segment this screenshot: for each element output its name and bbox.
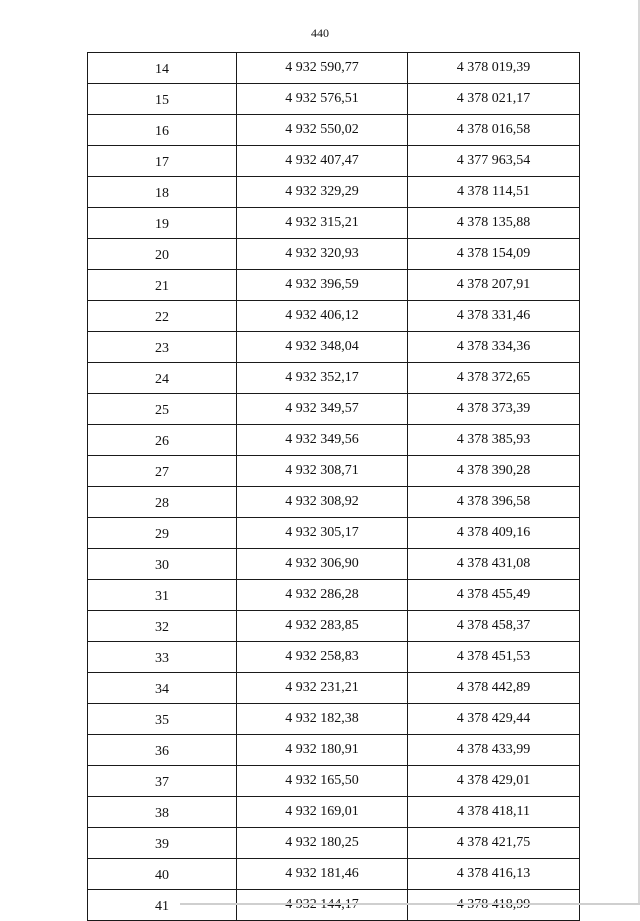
point-number-cell: 25 <box>88 394 237 425</box>
y-coordinate-cell: 4 378 114,51 <box>408 177 580 208</box>
point-number-cell: 20 <box>88 239 237 270</box>
point-number-cell: 40 <box>88 859 237 890</box>
table-row <box>88 580 580 611</box>
y-coordinate-cell: 4 378 154,09 <box>408 239 580 270</box>
x-coordinate-cell: 4 932 165,50 <box>237 766 408 797</box>
point-number-cell: 33 <box>88 642 237 673</box>
x-coordinate-cell: 4 932 286,28 <box>237 580 408 611</box>
page-number: 440 <box>311 26 329 40</box>
y-coordinate-cell <box>408 890 580 921</box>
table-row <box>88 518 580 549</box>
point-number-cell: 16 <box>88 115 237 146</box>
point-number-cell: 14 <box>88 53 237 84</box>
y-coordinate-cell: 4 378 455,49 <box>408 580 580 611</box>
x-coordinate-cell: 4 932 182,38 <box>237 704 408 735</box>
x-coordinate-cell <box>237 890 408 921</box>
table-row <box>88 859 580 890</box>
y-coordinate-cell: 4 378 431,08 <box>408 549 580 580</box>
point-number-cell: 31 <box>88 580 237 611</box>
table-row <box>88 549 580 580</box>
table-row <box>88 735 580 766</box>
point-number-cell: 30 <box>88 549 237 580</box>
y-coordinate-cell: 4 378 016,58 <box>408 115 580 146</box>
y-coordinate-cell: 4 378 429,01 <box>408 766 580 797</box>
point-number-cell: 32 <box>88 611 237 642</box>
x-coordinate-cell: 4 932 329,29 <box>237 177 408 208</box>
y-coordinate-cell: 4 378 409,16 <box>408 518 580 549</box>
x-coordinate-cell: 4 932 169,01 <box>237 797 408 828</box>
x-coordinate-cell: 4 932 258,83 <box>237 642 408 673</box>
x-coordinate-cell: 4 932 305,17 <box>237 518 408 549</box>
y-coordinate-cell: 4 378 429,44 <box>408 704 580 735</box>
table-row <box>88 208 580 239</box>
table-row <box>88 239 580 270</box>
table-row <box>88 270 580 301</box>
y-coordinate-cell: 4 378 331,46 <box>408 301 580 332</box>
y-coordinate-cell: 4 378 442,89 <box>408 673 580 704</box>
y-coordinate-cell: 4 378 373,39 <box>408 394 580 425</box>
y-coordinate-cell: 4 378 135,88 <box>408 208 580 239</box>
y-coordinate-cell: 4 377 963,54 <box>408 146 580 177</box>
x-coordinate-cell: 4 932 306,90 <box>237 549 408 580</box>
table-row <box>88 84 580 115</box>
point-number-cell: 19 <box>88 208 237 239</box>
x-coordinate-cell: 4 932 590,77 <box>237 53 408 84</box>
table-row <box>88 642 580 673</box>
point-number-cell: 21 <box>88 270 237 301</box>
x-coordinate-cell: 4 932 348,04 <box>237 332 408 363</box>
x-coordinate-cell: 4 932 320,93 <box>237 239 408 270</box>
x-coordinate-cell: 4 932 352,17 <box>237 363 408 394</box>
x-coordinate-cell: 4 932 308,92 <box>237 487 408 518</box>
x-coordinate-cell: 4 932 349,57 <box>237 394 408 425</box>
x-coordinate-cell: 4 932 180,25 <box>237 828 408 859</box>
x-coordinate-cell: 4 932 550,02 <box>237 115 408 146</box>
table-row <box>88 456 580 487</box>
table-row <box>88 766 580 797</box>
point-number-cell: 38 <box>88 797 237 828</box>
table-row <box>88 673 580 704</box>
y-coordinate-cell: 4 378 390,28 <box>408 456 580 487</box>
point-number-cell: 36 <box>88 735 237 766</box>
point-number-cell: 22 <box>88 301 237 332</box>
x-coordinate-cell: 4 932 396,59 <box>237 270 408 301</box>
x-coordinate-cell: 4 932 180,91 <box>237 735 408 766</box>
table-row <box>88 611 580 642</box>
y-coordinate-cell: 4 378 418,11 <box>408 797 580 828</box>
table-row <box>88 332 580 363</box>
point-number-cell: 41 <box>88 890 237 921</box>
point-number-cell: 29 <box>88 518 237 549</box>
x-coordinate-cell: 4 932 407,47 <box>237 146 408 177</box>
table-row <box>88 115 580 146</box>
point-number-cell: 24 <box>88 363 237 394</box>
table-row <box>88 890 580 921</box>
y-coordinate-cell: 4 378 433,99 <box>408 735 580 766</box>
x-coordinate-cell: 4 932 308,71 <box>237 456 408 487</box>
point-number-cell: 26 <box>88 425 237 456</box>
y-coordinate-cell: 4 378 458,37 <box>408 611 580 642</box>
point-number-cell: 28 <box>88 487 237 518</box>
coordinates-table-body <box>88 53 580 921</box>
table-row <box>88 487 580 518</box>
y-coordinate-cell: 4 378 019,39 <box>408 53 580 84</box>
point-number-cell: 27 <box>88 456 237 487</box>
table-row <box>88 53 580 84</box>
table-row <box>88 146 580 177</box>
x-coordinate-cell: 4 932 349,56 <box>237 425 408 456</box>
y-coordinate-cell: 4 378 372,65 <box>408 363 580 394</box>
x-coordinate-cell: 4 932 181,46 <box>237 859 408 890</box>
table-row <box>88 394 580 425</box>
point-number-cell: 34 <box>88 673 237 704</box>
point-number-cell: 23 <box>88 332 237 363</box>
x-coordinate-cell: 4 932 315,21 <box>237 208 408 239</box>
table-row <box>88 177 580 208</box>
y-coordinate-cell: 4 378 416,13 <box>408 859 580 890</box>
table-row <box>88 704 580 735</box>
point-number-cell: 15 <box>88 84 237 115</box>
point-number-cell: 35 <box>88 704 237 735</box>
x-coordinate-cell: 4 932 576,51 <box>237 84 408 115</box>
y-coordinate-cell: 4 378 421,75 <box>408 828 580 859</box>
table-row <box>88 363 580 394</box>
y-coordinate-cell: 4 378 396,58 <box>408 487 580 518</box>
y-coordinate-cell: 4 378 207,91 <box>408 270 580 301</box>
x-coordinate-cell: 4 932 406,12 <box>237 301 408 332</box>
point-number-cell: 39 <box>88 828 237 859</box>
point-number-cell: 17 <box>88 146 237 177</box>
point-number-cell: 18 <box>88 177 237 208</box>
y-coordinate-cell: 4 378 021,17 <box>408 84 580 115</box>
y-coordinate-cell: 4 378 334,36 <box>408 332 580 363</box>
x-coordinate-cell: 4 932 283,85 <box>237 611 408 642</box>
table-row <box>88 797 580 828</box>
y-coordinate-cell: 4 378 451,53 <box>408 642 580 673</box>
y-coordinate-cell: 4 378 385,93 <box>408 425 580 456</box>
table-row <box>88 828 580 859</box>
point-number-cell: 37 <box>88 766 237 797</box>
coordinates-table <box>87 52 580 921</box>
x-coordinate-cell: 4 932 231,21 <box>237 673 408 704</box>
table-row <box>88 301 580 332</box>
table-row <box>88 425 580 456</box>
